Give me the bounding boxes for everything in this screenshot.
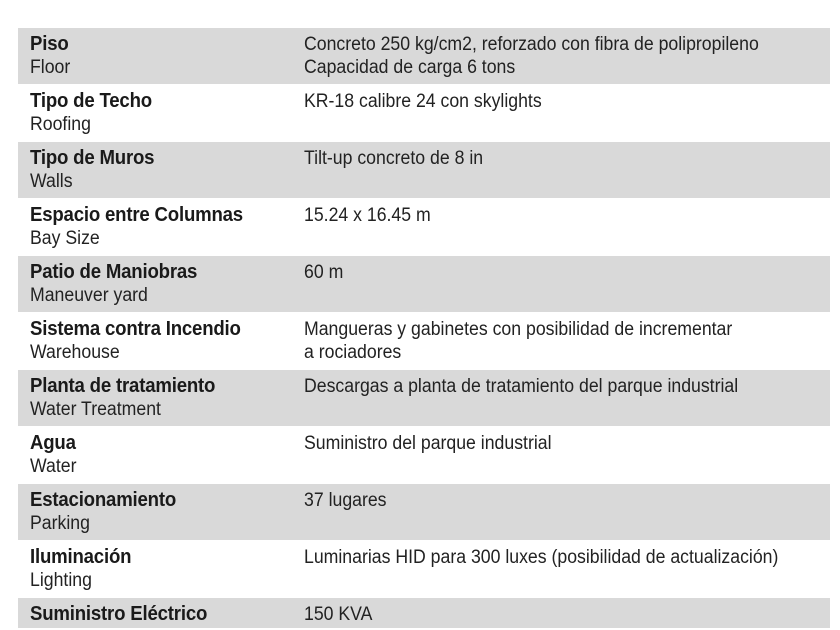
spec-value <box>304 0 830 27</box>
spec-row-parking <box>18 484 830 540</box>
spec-row-fire-system <box>18 313 830 369</box>
spec-value <box>304 484 830 540</box>
label-spanish: Espacio entre Columnas <box>30 204 243 226</box>
label-english: Water Treatment <box>30 399 161 420</box>
spec-label <box>18 142 304 198</box>
spec-label <box>18 484 304 540</box>
spec-label <box>18 598 304 628</box>
label-english: Roofing <box>30 114 91 135</box>
spec-row-bay-size <box>18 199 830 255</box>
spec-label <box>18 85 304 141</box>
spec-value <box>304 370 830 426</box>
label-spanish: Sistema contra Incendio <box>30 318 241 340</box>
spec-value <box>304 541 830 597</box>
spec-row-floor <box>18 28 830 84</box>
label-spanish: Estacionamiento <box>30 489 177 511</box>
spec-value <box>304 142 830 198</box>
label-english: Water <box>30 456 77 477</box>
label-spanish: Piso <box>30 33 69 55</box>
spec-row-walls <box>18 142 830 198</box>
value-line: Descargas a planta de tratamiento del parque industrial <box>304 376 739 397</box>
spec-label <box>18 427 304 483</box>
label-spanish: Tipo de Techo <box>30 90 152 112</box>
spec-row-water-treatment <box>18 370 830 426</box>
spec-value <box>304 28 830 84</box>
spec-label <box>18 370 304 426</box>
value-line: 150 KVA <box>304 604 373 625</box>
value-line: a rociadores <box>304 342 402 363</box>
value-line: Luminarias HID para 300 luxes (posibilidad de actualización) <box>304 547 779 568</box>
spec-row-water <box>18 427 830 483</box>
label-spanish: Suministro Eléctrico <box>30 603 208 625</box>
spec-value <box>304 313 830 369</box>
label-english: Walls <box>30 171 73 192</box>
spec-row-construction <box>18 0 830 27</box>
spec-value <box>304 85 830 141</box>
spec-value <box>304 256 830 312</box>
spec-value <box>304 598 830 628</box>
spec-label <box>18 256 304 312</box>
spec-label <box>18 28 304 84</box>
label-spanish: Planta de tratamiento <box>30 375 216 397</box>
spec-label <box>18 313 304 369</box>
label-english: Bay Size <box>30 228 100 249</box>
label-spanish: Tipo de Muros <box>30 147 155 169</box>
label-spanish: Patio de Maniobras <box>30 261 198 283</box>
spec-row-electric-supply <box>18 598 830 628</box>
value-line: Mangueras y gabinetes con posibilidad de incrementar <box>304 319 733 340</box>
label-spanish: Agua <box>30 432 76 454</box>
value-line: Concreto 250 kg/cm2, reforzado con fibra de polipropileno <box>304 34 759 55</box>
label-english: Lighting <box>30 570 92 591</box>
label-english: Warehouse <box>30 342 120 363</box>
spec-row-maneuver-yard <box>18 256 830 312</box>
spec-row-roofing <box>18 85 830 141</box>
value-line: Tilt-up concreto de 8 in <box>304 148 484 169</box>
label-english: Floor <box>30 57 71 78</box>
spec-value <box>304 199 830 255</box>
value-line: Suministro del parque industrial <box>304 433 552 454</box>
spec-label <box>18 0 304 27</box>
value-line: Capacidad de carga 6 tons <box>304 57 516 78</box>
spec-row-lighting <box>18 541 830 597</box>
spec-table <box>18 0 830 629</box>
label-english: Maneuver yard <box>30 285 148 306</box>
label-spanish: Iluminación <box>30 546 132 568</box>
spec-label <box>18 199 304 255</box>
spec-value <box>304 427 830 483</box>
label-english: Parking <box>30 513 90 534</box>
spec-label <box>18 541 304 597</box>
value-line: 37 lugares <box>304 490 387 511</box>
value-line: 60 m <box>304 262 344 283</box>
value-line: 15.24 x 16.45 m <box>304 205 431 226</box>
value-line: KR-18 calibre 24 con skylights <box>304 91 542 112</box>
